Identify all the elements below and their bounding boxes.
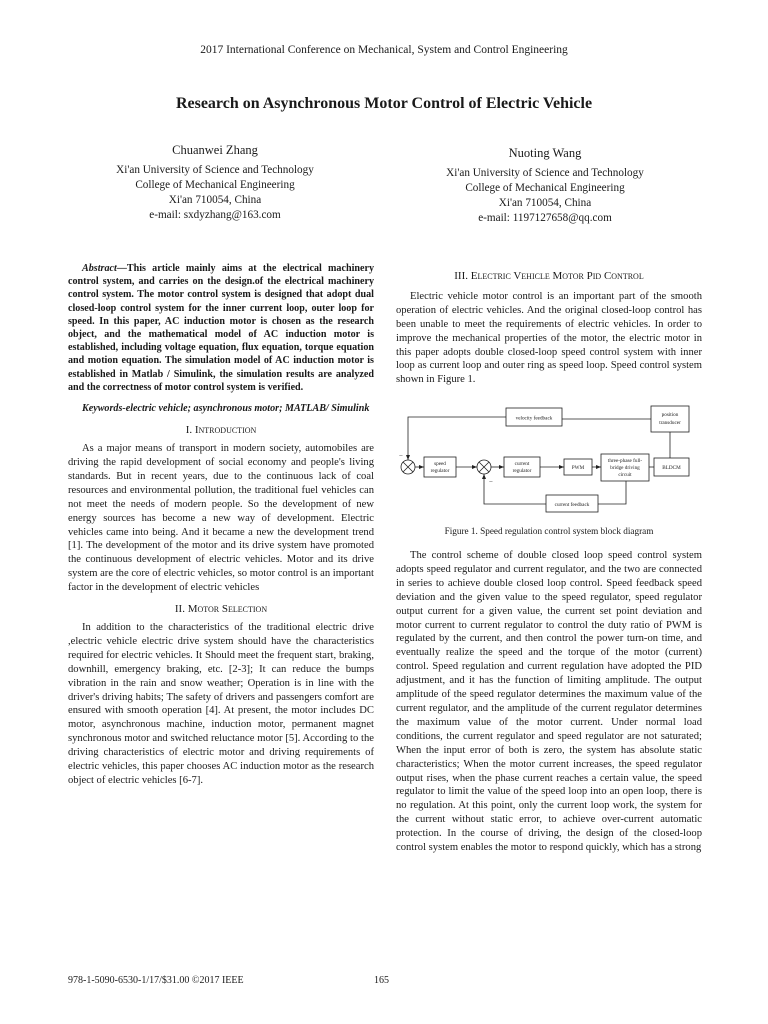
speed-regulator-block xyxy=(424,457,456,477)
bldcm-label: BLDCM xyxy=(662,465,681,471)
figure-caption: Figure 1. Speed regulation control system block diagram xyxy=(444,526,654,536)
paper-title: Research on Asynchronous Motor Control of Electric Vehicle xyxy=(175,95,593,112)
author-block-1 xyxy=(70,143,360,223)
author-address: Xi'an 710054, China xyxy=(168,194,262,206)
author-department: College of Mechanical Engineering xyxy=(465,182,625,194)
author-name: Chuanwei Zhang xyxy=(172,143,258,157)
author-email: e-mail: sxdyzhang@163.com xyxy=(149,209,281,221)
abstract xyxy=(68,262,374,394)
minus-sign-current-loop: − xyxy=(489,478,493,486)
conference-header: 2017 International Conference on Mechanical, System and Control Engineering xyxy=(200,44,568,56)
pid-paragraph-2: The control scheme of double closed loop speed control system adopts speed regulator and current regulator, and the two are connected in series to achieve double closed loop control. Speed feedback speed deviation and the given value to the speed regulator, speed regulator output current for a given value, the current set point deviation and motor current to current regulator to control the duty ratio of PWM is regulated by the current, and then control the power turn-on time, and eventually realize the speed and the torque of the motor (current) control. Speed regulation and current regulation have adopted the PID adjustment, and it has the function of limiting amplitude. The output amplitude of the speed regulator determines the maximum value of the current regulator, and the amplitude of the current regulator determines the maximum value of the motor current. Under normal load conditions, the current regulator and speed regulator are not saturated; When the input error of both is zero, the system has absolute static characteristics; When the motor current increases, the speed regulator output rises, when the phase current reaches a certain value, the speed regulator to limit the value of the speed loop into an open loop, there is no regulation. At this point, only the current loop work, the system for the current without static error, to achieve over-current automatic protection. In the course of driving, the design of the closed-loop control system enables the motor to respond quickly, which has a strong xyxy=(396,550,702,854)
intro-paragraph: As a major means of transport in modern society, automobiles are driving the rapid development of social economy and people's living standards. But in recent years, due to the continuous lack of coal resources and environmental pollution, the traditional fuel vehicles can not meet the needs of modern people. So the development of new energy sources has become a new way of development. Electric vehicles came into being. And it became a new the development trend [1]. The development of the motor and its drive system have promoted the continuous development of electric vehicles. Motor and its drive system are the core of electric vehicles, so motor control is an important factor in the development of electric vehicles xyxy=(68,443,374,594)
section-heading-pid-control: III. Electric Vehicle Motor Pid Control xyxy=(454,270,644,282)
abstract-label: Abstract xyxy=(82,263,117,274)
author-department: College of Mechanical Engineering xyxy=(135,179,295,191)
current-regulator-label-2: regulator xyxy=(512,468,532,474)
current-regulator-label-1: current xyxy=(514,461,530,467)
pid-paragraph-1: Electric vehicle motor control is an important part of the smooth operation of electric vehicles. And the original closed-loop control has been unable to meet the requirements of electric vehicles. In order to improve the mechanical properties of the motor, the electric motor in this paper adopts double closed-loop speed control system with inner loop as current loop and outer ring as speed loop. Speed control system shown in Figure 1. xyxy=(396,290,702,386)
block-diagram-figure xyxy=(396,404,706,516)
position-transducer-block xyxy=(651,406,689,432)
current-regulator-block xyxy=(504,457,540,477)
position-transducer-label-1: position xyxy=(661,412,679,418)
author-block-2 xyxy=(400,146,690,226)
right-column-continued xyxy=(396,549,702,855)
author-affiliation: Xi'an University of Science and Technology xyxy=(446,167,644,179)
pwm-label: PWM xyxy=(571,465,585,471)
bridge-label-2: bridge driving xyxy=(610,465,640,471)
current-feedback-label: current feedback xyxy=(554,502,590,508)
speed-regulator-label-2: regulator xyxy=(430,468,450,474)
minus-sign-speed-loop: − xyxy=(399,452,403,460)
section-heading-motor-selection: II. Motor Selection xyxy=(174,603,268,616)
footer-isbn: 978-1-5090-6530-1/17/$31.00 ©2017 IEEE xyxy=(68,975,244,986)
right-column xyxy=(396,270,702,387)
speed-regulator-label-1: speed xyxy=(434,461,446,467)
abstract-text: —This article mainly aims at the electrical machinery control system, and carries on the design.of the electrical machinery control system. The motor control system is designed that adopt dual closed-loop control system for the inner current loop, outer loop for speed. In this paper, AC induction motor is chosen as the research object, and the mathematical model of AC induction motor is established, including voltage equation, flux equation, torque equation and motion equation. The simulation model of AC induction motor is established in Matlab / Simulink, the simulation results are analyzed and the correctness of motor control system is verified. xyxy=(68,263,374,393)
bridge-label-1: three-phase full- xyxy=(607,458,643,464)
motor-paragraph: In addition to the characteristics of the traditional electric drive ,electric vehicle electric drive system should have the characteristics required for electric vehicles. It Should meet the frequent start, braking, downhill, emergency braking, etc. [2-3]; It can reduce the bumps vibration in the rain and snow weather; Operation is in line with the driver's driving habits; The safety of drivers and passengers comfort are ensured with smooth operation [4]. At present, the motor includes DC motor, asynchronous machine, induction motor, permanent magnet synchronous motor and switched reluctance motor [5]. According to the driving characteristics of electric motor and driving requirements of electric vehicles, this paper chooses AC induction motor as the research object of electric vehicles [6-7]. xyxy=(68,622,374,786)
author-affiliation: Xi'an University of Science and Technology xyxy=(116,164,314,176)
bridge-label-3: circuit xyxy=(618,472,632,478)
author-email: e-mail: 1197127658@qq.com xyxy=(478,212,612,224)
page-number: 165 xyxy=(374,975,389,986)
section-heading-introduction: I. Introduction xyxy=(185,424,257,437)
left-column xyxy=(68,262,374,788)
position-transducer-label-2: transducer xyxy=(659,420,681,426)
author-name: Nuoting Wang xyxy=(508,146,582,160)
keywords: Keywords-electric vehicle; asynchronous motor; MATLAB/ Simulink xyxy=(82,403,370,415)
author-address: Xi'an 710054, China xyxy=(498,197,592,209)
velocity-feedback-label: velocity feedback xyxy=(515,415,553,422)
